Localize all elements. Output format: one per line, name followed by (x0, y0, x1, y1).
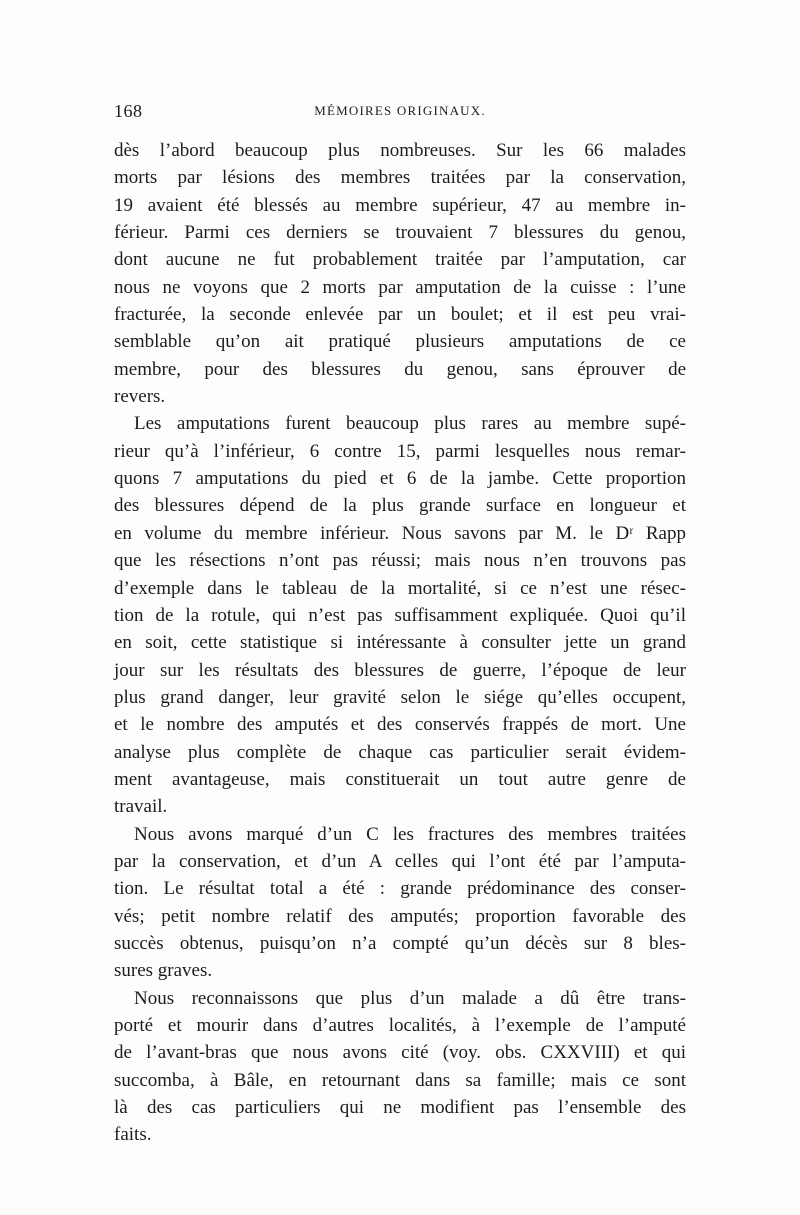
text-line: en volume du membre inférieur. Nous savons par M. le Dʳ Rapp (114, 522, 686, 544)
text-line: en soit, cette statistique si intéressante à consulter jette un grand (114, 632, 686, 654)
text-line: tion de la rotule, qui n’est pas suffisamment expliquée. Quoi qu’il (114, 604, 686, 626)
text-line: d’exemple dans le tableau de la mortalité, si ce n’est une résec- (114, 577, 686, 599)
text-line: et le nombre des amputés et des conservés frappés de mort. Une (114, 714, 686, 736)
text-line: 19 avaient été blessés au membre supérieur, 47 au membre in- (114, 194, 686, 216)
text-line: ment avantageuse, mais constituerait un tout autre genre de (114, 768, 686, 790)
text-line: analyse plus complète de chaque cas particulier serait évidem- (114, 741, 686, 763)
text-line: nous ne voyons que 2 morts par amputation de la cuisse : l’une (114, 276, 686, 298)
text-line: dont aucune ne fut probablement traitée par l’amputation, car (114, 249, 686, 271)
text-line: membre, pour des blessures du genou, sans éprouver de (114, 358, 686, 380)
text-line: plus grand danger, leur gravité selon le siége qu’elles occupent, (114, 686, 686, 708)
page-number: 168 (114, 101, 143, 121)
text-line: vés; petit nombre relatif des amputés; proportion favorable des (114, 905, 686, 927)
text-line: sures graves. (114, 960, 213, 982)
text-line: des blessures dépend de la plus grande surface en longueur et (114, 495, 686, 517)
text-line: par la conservation, et d’un A celles qui l’ont été par l’amputa- (114, 850, 686, 872)
text-line: faits. (114, 1124, 152, 1146)
running-title: MÉMOIRES ORIGINAUX. (314, 103, 486, 118)
text-line: fracturée, la seconde enlevée par un boulet; et il est peu vrai- (114, 304, 686, 326)
text-line: succès obtenus, puisqu’on n’a compté qu’un décès sur 8 bles- (114, 932, 686, 954)
text-line: quons 7 amputations du pied et 6 de la jambe. Cette proportion (114, 468, 686, 490)
running-head (114, 99, 686, 123)
text-line: dès l’abord beaucoup plus nombreuses. Sur les 66 malades (114, 140, 686, 161)
text-line: tion. Le résultat total a été : grande prédominance des conser- (114, 878, 686, 900)
text-line: rieur qu’à l’inférieur, 6 contre 15, parmi lesquelles nous remar- (114, 440, 686, 462)
body-text (114, 137, 686, 1149)
text-line: férieur. Parmi ces derniers se trouvaient 7 blessures du genou, (114, 222, 686, 244)
text-line: jour sur les résultats des blessures de guerre, l’époque de leur (114, 659, 686, 681)
paragraph-start-line: Les amputations furent beaucoup plus rares au membre supé- (134, 413, 686, 435)
paragraph-start-line: Nous avons marqué d’un C les fractures des membres traitées (134, 823, 686, 845)
text-line: que les résections n’ont pas réussi; mais nous n’en trouvons pas (114, 550, 686, 572)
text-line: morts par lésions des membres traitées par la conservation, (114, 167, 686, 189)
text-line: succomba, à Bâle, en retournant dans sa famille; mais ce sont (114, 1069, 686, 1091)
text-line: revers. (114, 386, 166, 408)
text-line: là des cas particuliers qui ne modifient pas l’ensemble des (114, 1097, 686, 1119)
text-line: semblable qu’on ait pratiqué plusieurs amputations de ce (114, 331, 686, 353)
text-line: de l’avant-bras que nous avons cité (voy. obs. CXXVIII) et qui (114, 1042, 686, 1064)
text-line: porté et mourir dans d’autres localités, à l’exemple de l’amputé (114, 1015, 686, 1036)
paragraph-start-line: Nous reconnaissons que plus d’un malade a dû être trans- (134, 987, 686, 1009)
text-line: travail. (114, 796, 168, 818)
